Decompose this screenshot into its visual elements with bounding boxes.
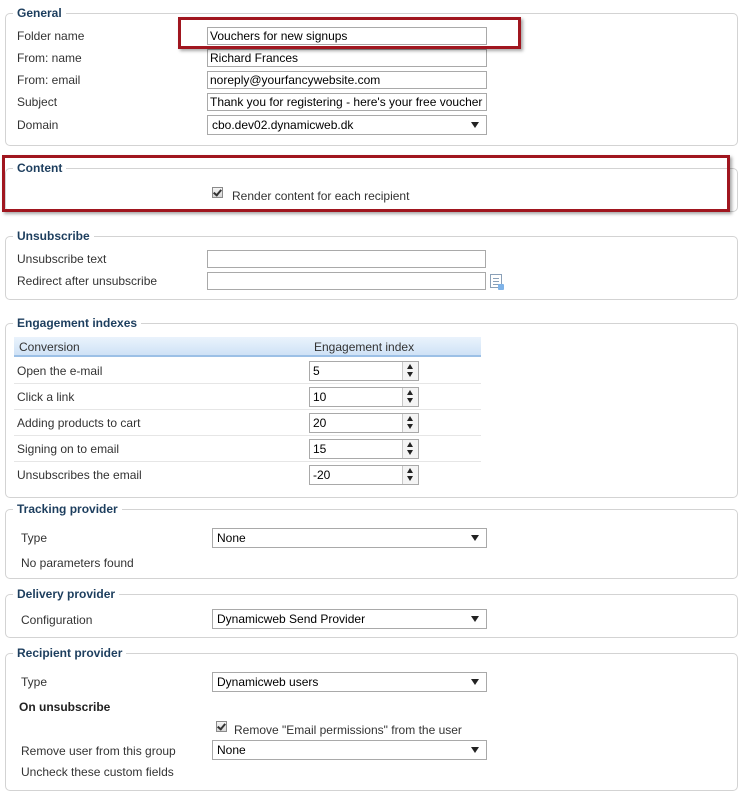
domain-label: Domain xyxy=(17,118,59,132)
arrow-up-icon xyxy=(407,416,413,421)
row-label: Unsubscribes the email xyxy=(17,468,142,482)
remove-group-select[interactable] xyxy=(212,740,487,760)
from-name-input[interactable]: Richard Frances xyxy=(207,49,487,67)
recipient-type-select[interactable] xyxy=(212,672,487,692)
from-email-label: From: email xyxy=(17,73,81,87)
subject-label: Subject xyxy=(17,95,58,109)
table-row xyxy=(14,358,481,384)
unsubscribe-title: Unsubscribe xyxy=(13,229,94,243)
folder-name-input[interactable]: Vouchers for new signups xyxy=(207,27,487,45)
remove-permissions-checkbox[interactable] xyxy=(216,721,227,732)
chevron-down-icon xyxy=(471,535,479,541)
col-conversion: Conversion xyxy=(19,340,80,354)
engagement-table-header xyxy=(14,337,481,357)
index-stepper[interactable] xyxy=(309,465,419,485)
delivery-config-select[interactable] xyxy=(212,609,487,629)
subject-input[interactable]: Thank you for registering - here's your free voucher xyxy=(207,93,487,111)
row-label: Adding products to cart xyxy=(17,416,141,430)
stepper-buttons[interactable] xyxy=(402,414,418,432)
stepper-buttons[interactable] xyxy=(402,466,418,484)
recipient-type-label: Type xyxy=(21,675,48,689)
stepper-buttons[interactable] xyxy=(402,388,418,406)
stepper-buttons[interactable] xyxy=(402,440,418,458)
arrow-up-icon xyxy=(407,390,413,395)
page-select-icon[interactable] xyxy=(490,274,502,288)
stepper-buttons[interactable] xyxy=(402,362,418,380)
recipient-type-value: Dynamicweb users xyxy=(217,675,319,689)
folder-name-label: Folder name xyxy=(17,29,85,43)
chevron-down-icon xyxy=(471,122,479,128)
redirect-input[interactable] xyxy=(207,272,486,290)
chevron-down-icon xyxy=(471,616,479,622)
index-value: 15 xyxy=(313,442,327,456)
uncheck-fields-label: Uncheck these custom fields xyxy=(21,765,174,779)
arrow-up-icon xyxy=(407,442,413,447)
render-content-label: Render content for each recipient xyxy=(232,189,410,203)
row-label: Click a link xyxy=(17,390,75,404)
index-value: 10 xyxy=(313,390,327,404)
remove-group-label: Remove user from this group xyxy=(21,744,176,758)
tracking-type-select[interactable] xyxy=(212,528,487,548)
arrow-down-icon xyxy=(407,476,413,481)
table-row xyxy=(14,462,481,488)
unsubscribe-fieldset xyxy=(5,229,738,300)
row-label: Open the e-mail xyxy=(17,364,103,378)
redirect-label: Redirect after unsubscribe xyxy=(17,274,158,288)
delivery-config-label: Configuration xyxy=(21,613,93,627)
delivery-title: Delivery provider xyxy=(13,587,119,601)
arrow-down-icon xyxy=(407,372,413,377)
index-stepper[interactable] xyxy=(309,413,419,433)
arrow-down-icon xyxy=(407,450,413,455)
arrow-down-icon xyxy=(407,398,413,403)
domain-select-value: cbo.dev02.dynamicweb.dk xyxy=(212,118,354,132)
table-row xyxy=(14,410,481,436)
arrow-down-icon xyxy=(407,424,413,429)
no-params-text: No parameters found xyxy=(21,556,134,570)
tracking-title: Tracking provider xyxy=(13,502,122,516)
engagement-title: Engagement indexes xyxy=(13,316,141,330)
table-row xyxy=(14,384,481,410)
unsubscribe-text-label: Unsubscribe text xyxy=(17,252,107,266)
tracking-type-value: None xyxy=(217,531,246,545)
index-stepper[interactable] xyxy=(309,387,419,407)
domain-select[interactable] xyxy=(207,115,487,135)
index-value: 20 xyxy=(313,416,327,430)
unsubscribe-text-input[interactable] xyxy=(207,250,486,268)
content-title: Content xyxy=(13,161,66,175)
general-title: General xyxy=(13,6,66,20)
from-name-label: From: name xyxy=(17,51,82,65)
from-email-input[interactable]: noreply@yourfancywebsite.com xyxy=(207,71,487,89)
arrow-up-icon xyxy=(407,468,413,473)
index-stepper[interactable] xyxy=(309,361,419,381)
index-value: -20 xyxy=(313,468,331,482)
tracking-type-label: Type xyxy=(21,531,48,545)
remove-group-value: None xyxy=(217,743,246,757)
remove-permissions-label: Remove "Email permissions" from the user xyxy=(234,723,462,737)
render-content-checkbox[interactable] xyxy=(212,187,223,198)
recipient-title: Recipient provider xyxy=(13,646,126,660)
row-label: Signing on to email xyxy=(17,442,120,456)
delivery-config-value: Dynamicweb Send Provider xyxy=(217,612,366,626)
chevron-down-icon xyxy=(471,679,479,685)
chevron-down-icon xyxy=(471,747,479,753)
col-engagement-index: Engagement index xyxy=(314,340,415,354)
table-row xyxy=(14,436,481,462)
arrow-up-icon xyxy=(407,364,413,369)
on-unsubscribe-heading: On unsubscribe xyxy=(19,700,111,714)
index-value: 5 xyxy=(313,364,320,378)
index-stepper[interactable] xyxy=(309,439,419,459)
